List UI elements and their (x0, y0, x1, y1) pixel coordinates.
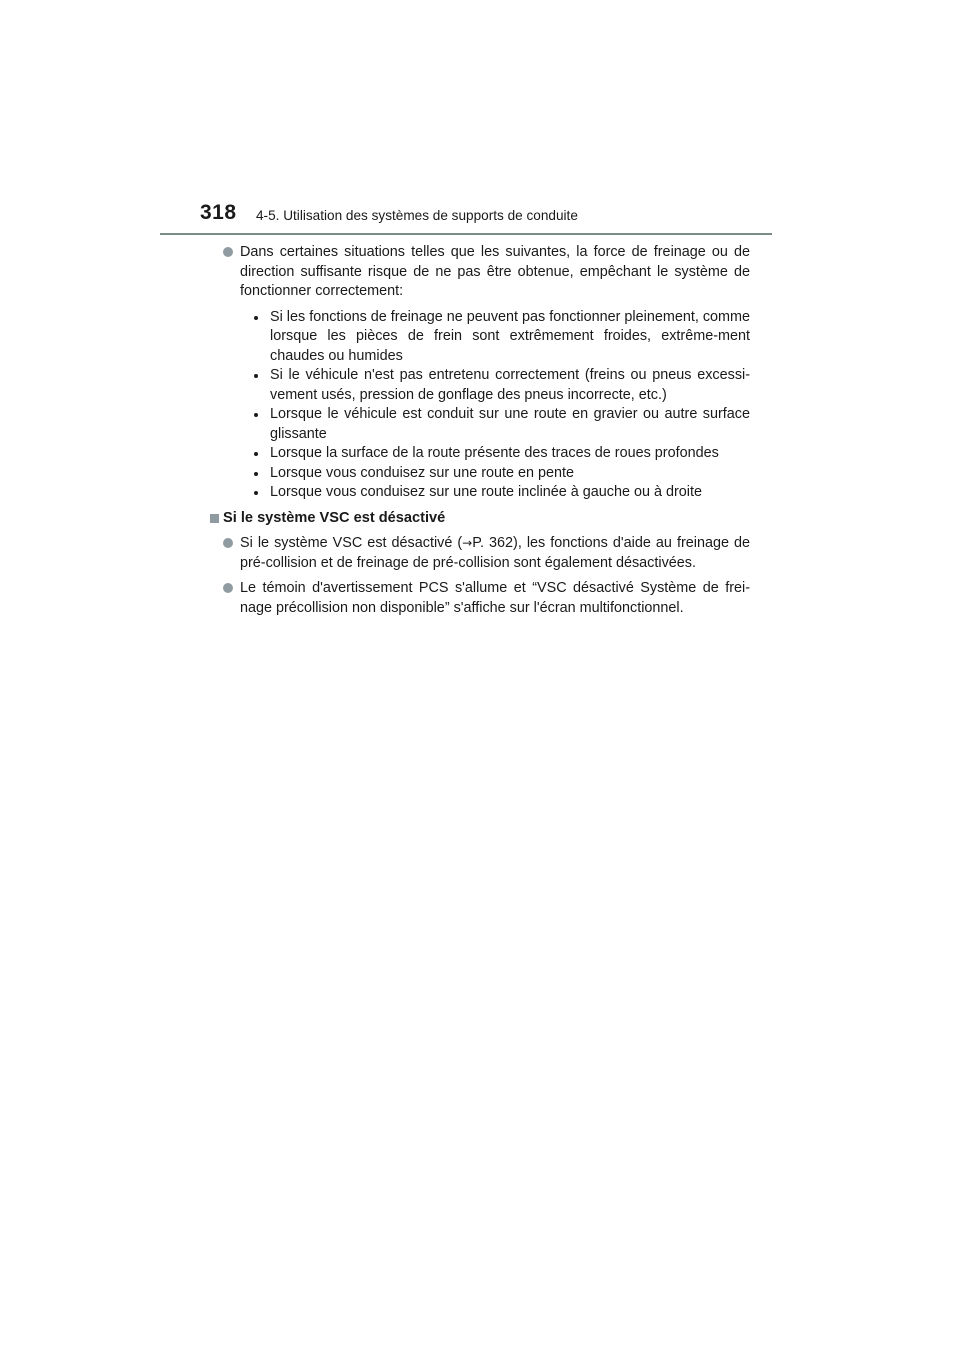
condition-list (240, 308, 750, 503)
list-item (240, 366, 750, 405)
bullet-item-vsc-off (222, 534, 750, 573)
bullet-text-before: Si le système VSC est désactivé ( (240, 535, 463, 551)
list-item-text: Lorsque vous conduisez sur une route en pente (270, 464, 575, 481)
bullet-text-after: P. 362), les fonctions d'aide au freinage de pré-collision et de freinage de pré-collision sont également désactivées. (240, 535, 751, 571)
bullet-text: Le témoin d'avertissement PCS s'allume et “VSC désactivé Système de frei-nage précollision non disponible” s'affiche sur l'écran multifonctionnel. (240, 580, 750, 616)
bullet-item-pcs-warning (222, 579, 750, 618)
list-item (240, 308, 750, 367)
header-divider (160, 233, 772, 235)
dot-icon (254, 413, 258, 417)
page-number: 318 (200, 201, 237, 224)
list-item (240, 483, 750, 503)
list-item-text: Lorsque le véhicule est conduit sur une route en gravier ou autre surface glissante (270, 406, 750, 442)
list-item (240, 444, 750, 464)
page-content (222, 243, 750, 618)
bullet-text: Dans certaines situations telles que les suivantes, la force de freinage ou de direction suffisante risque de ne pas être obtenue, empêchant le système de fonctionner correctement: (240, 244, 750, 299)
dot-icon (254, 472, 258, 476)
list-item (240, 464, 750, 484)
dot-icon (254, 452, 258, 456)
bullet-circle-icon (223, 583, 233, 593)
square-bullet-icon (210, 514, 219, 523)
dot-icon (254, 491, 258, 495)
dot-icon (254, 374, 258, 378)
section-title: 4-5. Utilisation des systèmes de supports de conduite (256, 208, 578, 223)
bullet-circle-icon (223, 247, 233, 257)
bullet-item-braking-conditions (222, 243, 750, 503)
list-item-text: Si le véhicule n'est pas entretenu correctement (freins ou pneus excessi-vement usés, pression de gonflage des pneus incorrecte, etc.) (270, 367, 750, 403)
list-item-text: Lorsque la surface de la route présente des traces de roues profondes (270, 445, 719, 461)
list-item-text: Si les fonctions de freinage ne peuvent pas fonctionner pleinement, comme lorsque les pièces de frein sont extrêmement froides, extrême-ment chaudes ou humides (270, 308, 750, 364)
list-item (240, 405, 750, 444)
section-heading (210, 509, 750, 529)
list-item-text: Lorsque vous conduisez sur une route inclinée à gauche ou à droite (270, 484, 703, 500)
bullet-circle-icon (223, 538, 233, 548)
heading-text: Si le système VSC est désactivé (223, 509, 446, 526)
dot-icon (254, 316, 258, 320)
arrow-right-icon: → (462, 536, 473, 550)
